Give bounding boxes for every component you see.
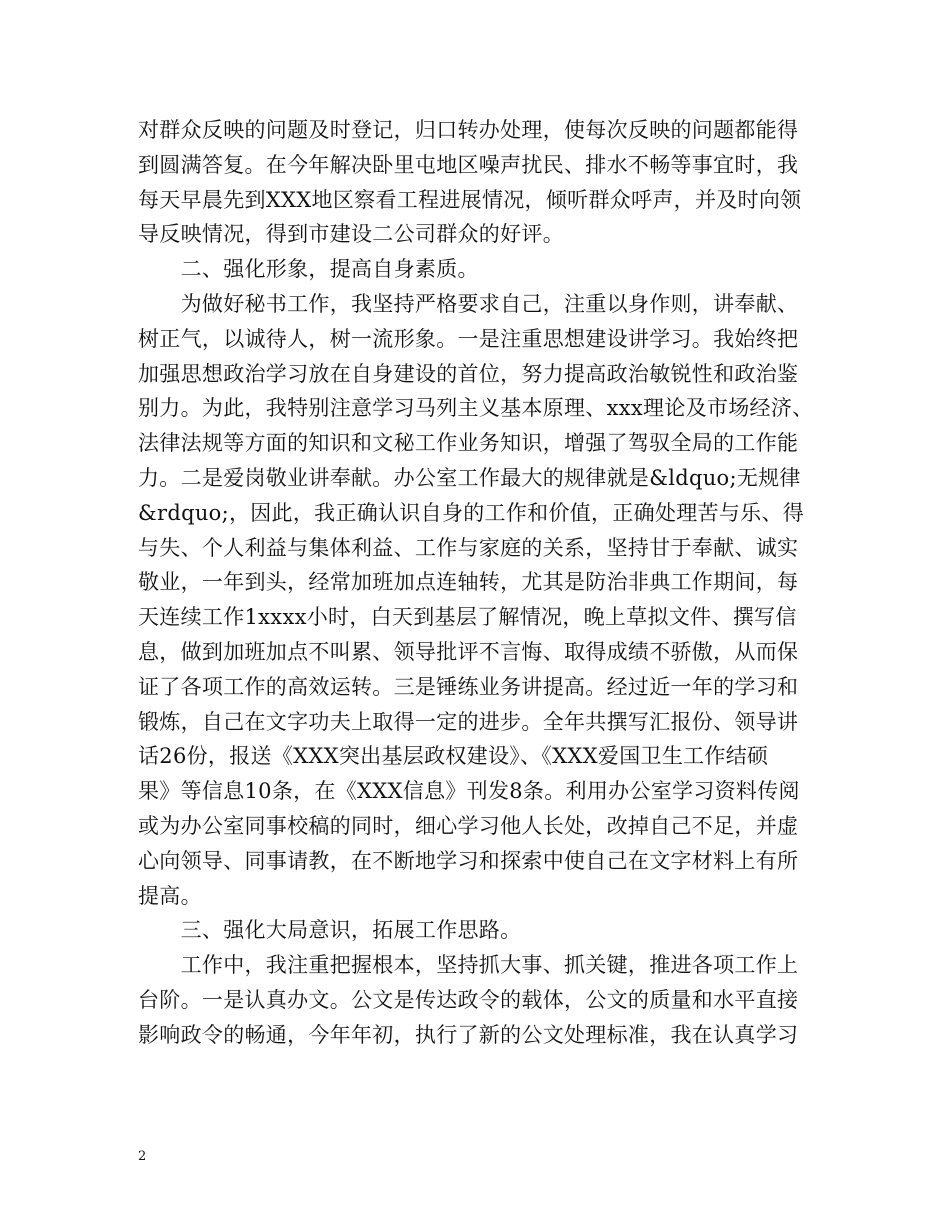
- text-line: 影响政令的畅通，今年年初，执行了新的公文处理标准，我在认真学习: [138, 1022, 799, 1047]
- text-line: 息，做到加班加点不叫累、领导批评不言悔、取得成绩不骄傲，从而保: [138, 639, 799, 664]
- page-number: 2: [138, 1149, 147, 1164]
- text-line: &rdquo;，因此，我正确认识自身的工作和价值，正确处理苦与乐、得: [138, 500, 805, 525]
- text-line: 台阶。一是认真办文。公文是传达政令的载体，公文的质量和水平直接: [138, 987, 799, 1012]
- text-line: 证了各项工作的高效运转。三是锤练业务讲提高。经过近一年的学习和: [138, 674, 799, 699]
- text-line: 天连续工作1xxxx小时，白天到基层了解情况，晚上草拟文件、撰写信: [138, 605, 797, 630]
- text-line: 或为办公室同事校稿的同时，细心学习他人长处，改掉自己不足，并虚: [138, 813, 799, 838]
- text-line: 提高。: [138, 883, 202, 908]
- text-line: 话26份，报送《XXX突出基层政权建设》、《XXX爱国卫生工作结硕: [138, 744, 769, 769]
- text-line: 锻炼，自己在文字功夫上取得一定的进步。全年共撰写汇报份、领导讲: [138, 709, 799, 734]
- text-line: 加强思想政治学习放在自身建设的首位，努力提高政治敏锐性和政治鉴: [138, 361, 799, 386]
- text-line: 法律法规等方面的知识和文秘工作业务知识，增强了驾驭全局的工作能: [138, 431, 799, 456]
- text-line: 果》等信息10条，在《XXX信息》刊发8条。利用办公室学习资料传阅: [138, 779, 800, 804]
- document-body: [138, 113, 814, 1053]
- text-line: 到圆满答复。在今年解决卧里屯地区噪声扰民、排水不畅等事宜时，我: [138, 152, 799, 177]
- text-line: 力。二是爱岗敬业讲奉献。办公室工作最大的规律就是&ldquo;无规律: [138, 465, 801, 490]
- text-line: 为做好秘书工作，我坚持严格要求自己，注重以身作则，讲奉献、: [138, 291, 799, 316]
- text-line: 心向领导、同事请教，在不断地学习和探索中使自己在文字材料上有所: [138, 848, 799, 873]
- section-heading: 二、强化形象，提高自身素质。: [138, 257, 479, 282]
- text-line: 敬业，一年到头，经常加班加点连轴转，尤其是防治非典工作期间，每: [138, 570, 799, 595]
- text-line: 与失、个人利益与集体利益、工作与家庭的关系，坚持甘于奉献、诚实: [138, 535, 799, 560]
- text-line: 对群众反映的问题及时登记，归口转办处理，使每次反映的问题都能得: [138, 118, 799, 142]
- section-heading: 三、强化大局意识，拓展工作思路。: [138, 918, 522, 943]
- text-line: 工作中，我注重把握根本，坚持抓大事、抓关键，推进各项工作上: [138, 953, 799, 978]
- text-line: 每天早晨先到XXX地区察看工程进展情况，倾听群众呼声，并及时向领: [138, 187, 802, 212]
- text-line: 别力。为此，我特别注意学习马列主义基本原理、xxx理论及市场经济、: [138, 396, 814, 421]
- text-line: 导反映情况，得到市建设二公司群众的好评。: [138, 222, 564, 247]
- text-line: 树正气，以诚待人，树一流形象。一是注重思想建设讲学习。我始终把: [138, 326, 799, 351]
